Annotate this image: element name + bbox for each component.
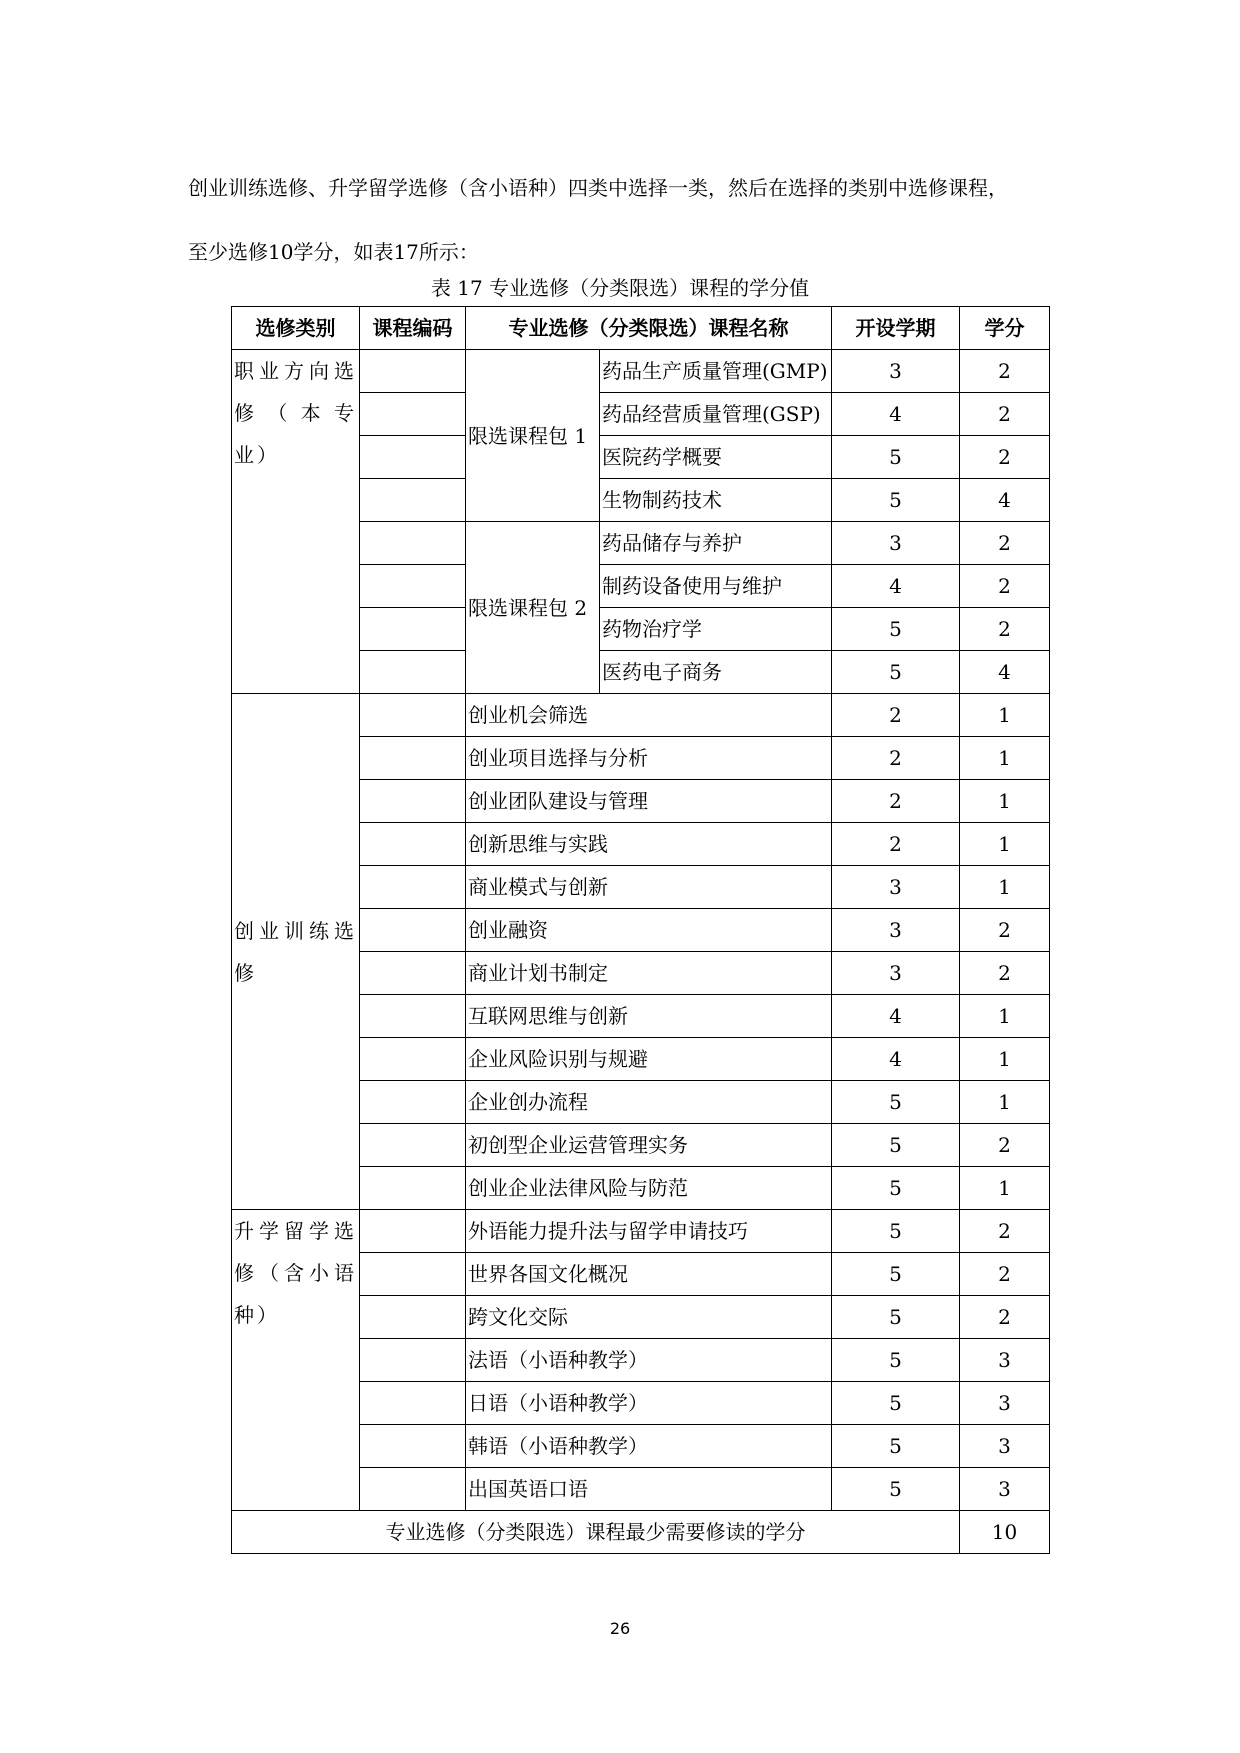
course-code-cell (360, 1339, 466, 1382)
credit-cell: 2 (960, 952, 1050, 995)
credit-cell: 2 (960, 393, 1050, 436)
course-code-cell (360, 780, 466, 823)
credit-cell: 1 (960, 866, 1050, 909)
package-cell: 限选课程包 2 (466, 522, 600, 694)
course-code-cell (360, 651, 466, 694)
course-code-cell (360, 1038, 466, 1081)
credit-cell: 1 (960, 780, 1050, 823)
course-code-cell (360, 436, 466, 479)
term-cell: 5 (832, 651, 960, 694)
course-code-cell (360, 952, 466, 995)
term-cell: 4 (832, 393, 960, 436)
credit-cell: 4 (960, 651, 1050, 694)
course-code-cell (360, 1124, 466, 1167)
credit-cell: 3 (960, 1339, 1050, 1382)
course-code-cell (360, 694, 466, 737)
category-cell: 升学留学选修（含小语种） (232, 1210, 360, 1511)
course-code-cell (360, 1253, 466, 1296)
term-cell: 5 (832, 1382, 960, 1425)
credit-cell: 2 (960, 1296, 1050, 1339)
credit-cell: 3 (960, 1468, 1050, 1511)
term-cell: 2 (832, 694, 960, 737)
course-name-cell: 商业计划书制定 (466, 952, 832, 995)
summary-label: 专业选修（分类限选）课程最少需要修读的学分 (232, 1511, 960, 1554)
course-code-cell (360, 565, 466, 608)
summary-row (232, 1511, 1050, 1554)
term-cell: 5 (832, 1425, 960, 1468)
course-name-cell: 韩语（小语种教学） (466, 1425, 832, 1468)
table-row (232, 1210, 1050, 1253)
table-row (232, 694, 1050, 737)
credit-cell: 3 (960, 1382, 1050, 1425)
category-cell: 职业方向选修（本专业） (232, 350, 360, 694)
credit-cell: 2 (960, 436, 1050, 479)
course-code-cell (360, 522, 466, 565)
page-number: 26 (609, 1619, 631, 1638)
header-category: 选修类别 (232, 307, 360, 350)
course-name-cell: 药物治疗学 (600, 608, 832, 651)
course-code-cell (360, 393, 466, 436)
course-name-cell: 制药设备使用与维护 (600, 565, 832, 608)
term-cell: 5 (832, 1253, 960, 1296)
course-name-cell: 创业机会筛选 (466, 694, 832, 737)
course-name-cell: 日语（小语种教学） (466, 1382, 832, 1425)
package-cell: 限选课程包 1 (466, 350, 600, 522)
credit-cell: 1 (960, 1038, 1050, 1081)
course-name-cell: 药品生产质量管理(GMP) (600, 350, 832, 393)
course-code-cell (360, 1296, 466, 1339)
course-code-cell (360, 1468, 466, 1511)
credit-cell: 1 (960, 694, 1050, 737)
term-cell: 4 (832, 565, 960, 608)
credit-cell: 2 (960, 522, 1050, 565)
course-code-cell (360, 737, 466, 780)
credit-cell: 2 (960, 1210, 1050, 1253)
course-code-cell (360, 823, 466, 866)
body-paragraph-1: 创业训练选修、升学留学选修（含小语种）四类中选择一类，然后在选择的类别中选修课程， (188, 176, 1008, 200)
course-name-cell: 企业创办流程 (466, 1081, 832, 1124)
course-code-cell (360, 1167, 466, 1210)
table-caption: 表 17 专业选修（分类限选）课程的学分值 (430, 276, 810, 300)
credit-cell: 1 (960, 737, 1050, 780)
header-course-code: 课程编码 (360, 307, 466, 350)
course-name-cell: 创业团队建设与管理 (466, 780, 832, 823)
course-name-cell: 创业融资 (466, 909, 832, 952)
term-cell: 2 (832, 737, 960, 780)
course-code-cell (360, 995, 466, 1038)
course-name-cell: 创业企业法律风险与防范 (466, 1167, 832, 1210)
course-name-cell: 创业项目选择与分析 (466, 737, 832, 780)
term-cell: 2 (832, 823, 960, 866)
course-name-cell: 出国英语口语 (466, 1468, 832, 1511)
summary-value: 10 (960, 1511, 1050, 1554)
credit-cell: 4 (960, 479, 1050, 522)
course-name-cell: 外语能力提升法与留学申请技巧 (466, 1210, 832, 1253)
term-cell: 5 (832, 1339, 960, 1382)
course-name-cell: 生物制药技术 (600, 479, 832, 522)
course-code-cell (360, 350, 466, 393)
credit-cell: 1 (960, 1167, 1050, 1210)
course-code-cell (360, 1382, 466, 1425)
term-cell: 5 (832, 1081, 960, 1124)
header-credit: 学分 (960, 307, 1050, 350)
term-cell: 3 (832, 522, 960, 565)
course-code-cell (360, 479, 466, 522)
credit-cell: 1 (960, 823, 1050, 866)
term-cell: 5 (832, 436, 960, 479)
credit-cell: 2 (960, 1253, 1050, 1296)
term-cell: 2 (832, 780, 960, 823)
term-cell: 4 (832, 1038, 960, 1081)
credit-cell: 2 (960, 565, 1050, 608)
credit-cell: 1 (960, 995, 1050, 1038)
term-cell: 5 (832, 1468, 960, 1511)
credit-cell: 2 (960, 1124, 1050, 1167)
term-cell: 3 (832, 909, 960, 952)
term-cell: 3 (832, 952, 960, 995)
course-name-cell: 药品储存与养护 (600, 522, 832, 565)
term-cell: 4 (832, 995, 960, 1038)
term-cell: 5 (832, 1210, 960, 1253)
credit-cell: 1 (960, 1081, 1050, 1124)
body-paragraph-2: 至少选修10学分，如表17所示： (188, 240, 479, 264)
course-name-cell: 世界各国文化概况 (466, 1253, 832, 1296)
course-name-cell: 跨文化交际 (466, 1296, 832, 1339)
category-cell: 创业训练选修 (232, 694, 360, 1210)
table-header-row (232, 307, 1050, 350)
header-term: 开设学期 (832, 307, 960, 350)
course-name-cell: 药品经营质量管理(GSP) (600, 393, 832, 436)
course-code-cell (360, 866, 466, 909)
credit-cell: 2 (960, 909, 1050, 952)
course-code-cell (360, 909, 466, 952)
credit-cell: 2 (960, 350, 1050, 393)
course-name-cell: 医院药学概要 (600, 436, 832, 479)
credit-cell: 2 (960, 608, 1050, 651)
term-cell: 5 (832, 479, 960, 522)
term-cell: 5 (832, 1167, 960, 1210)
table-row (232, 350, 1050, 393)
course-name-cell: 初创型企业运营管理实务 (466, 1124, 832, 1167)
course-name-cell: 商业模式与创新 (466, 866, 832, 909)
course-name-cell: 创新思维与实践 (466, 823, 832, 866)
term-cell: 5 (832, 1296, 960, 1339)
course-name-cell: 企业风险识别与规避 (466, 1038, 832, 1081)
course-name-cell: 互联网思维与创新 (466, 995, 832, 1038)
course-code-cell (360, 608, 466, 651)
credit-cell: 3 (960, 1425, 1050, 1468)
course-code-cell (360, 1425, 466, 1468)
term-cell: 3 (832, 866, 960, 909)
term-cell: 5 (832, 608, 960, 651)
course-name-cell: 医药电子商务 (600, 651, 832, 694)
term-cell: 3 (832, 350, 960, 393)
header-course-name: 专业选修（分类限选）课程名称 (466, 307, 832, 350)
course-code-cell (360, 1081, 466, 1124)
elective-courses-table (231, 306, 1050, 1554)
term-cell: 5 (832, 1124, 960, 1167)
course-code-cell (360, 1210, 466, 1253)
course-name-cell: 法语（小语种教学） (466, 1339, 832, 1382)
